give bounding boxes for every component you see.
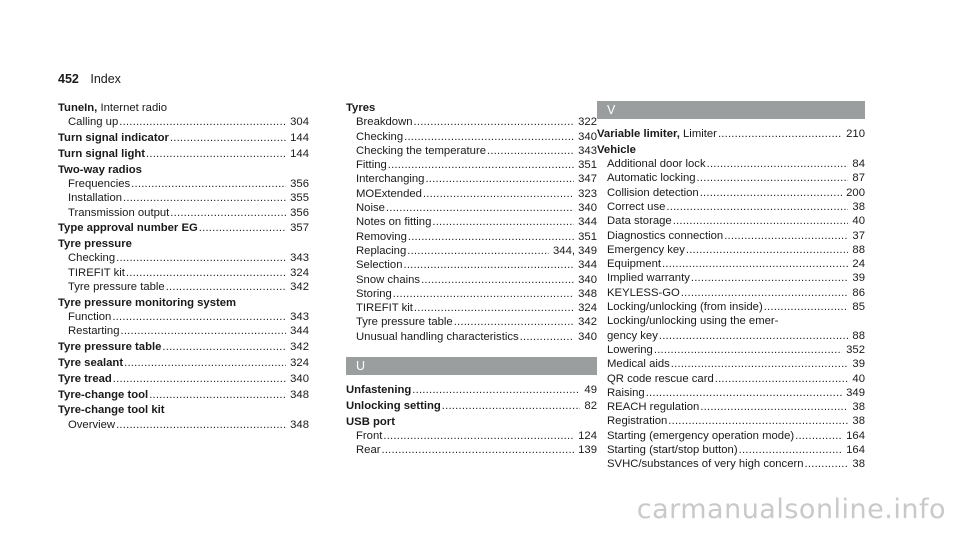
index-entry-heading [58,388,148,402]
index-subentry[interactable] [597,214,865,228]
leader-dots [113,372,286,386]
index-page-link[interactable]: 340 [578,330,597,343]
leader-dots [739,443,843,457]
index-entry-row[interactable] [58,372,309,386]
index-page-link[interactable]: 39 [852,358,865,371]
leader-dots [403,258,574,272]
index-subentry[interactable] [597,400,865,414]
index-page-link[interactable]: 164 [846,429,865,442]
index-subentry[interactable] [58,324,309,338]
index-page-link[interactable]: 164 [846,444,865,457]
leader-dots [673,214,849,228]
index-page-link[interactable]: 348 [290,418,309,431]
index-entry [58,237,309,294]
index-page-link[interactable]: 88 [852,329,865,342]
page-section-title: Index [90,72,121,86]
leader-dots [454,315,574,329]
index-page-link[interactable]: 348 [578,287,597,300]
leader-dots [425,172,574,186]
leader-dots [681,286,849,300]
index-subentry-text: Snow chains [356,273,421,286]
leader-dots [414,301,574,315]
index-subentry-text: Selection [356,259,403,272]
index-subentry-text: Lowering [607,343,653,356]
index-entry-row[interactable] [346,399,597,413]
leader-dots [805,457,849,471]
index-entry-heading-text: Tyre sealant [58,357,124,370]
index-subentry[interactable] [346,158,597,172]
leader-dots [662,257,848,271]
index-page-link[interactable]: 139 [578,444,597,457]
leader-dots [700,400,848,414]
leader-dots [121,324,287,338]
index-entry-heading-suffix: Internet radio [97,102,168,114]
index-page-link[interactable]: 351 [578,230,597,243]
index-page-link[interactable]: 40 [852,215,865,228]
index-subentry-text: Automatic locking [607,172,696,185]
leader-dots [668,414,848,428]
index-entry-heading [58,237,309,251]
index-page-link[interactable]: 324 [290,266,309,279]
index-entry [58,221,309,235]
index-subentry[interactable] [58,310,309,324]
index-subentry[interactable] [346,258,597,272]
leader-dots [408,230,574,244]
index-page-link[interactable]: 84 [852,158,865,171]
index-subentry[interactable] [597,443,865,457]
section-letter: U [356,359,366,374]
index-entry [58,356,309,370]
leader-dots [131,177,286,191]
index-page-link[interactable]: 85 [852,301,865,314]
index-entry-heading [597,143,865,157]
index-entry [58,163,309,220]
index-page-link[interactable]: 39 [852,272,865,285]
index-entry-heading-text: Tyre pressure table [58,341,162,354]
leader-dots [666,200,848,214]
index-entry-row[interactable] [58,221,309,235]
index-subentry[interactable] [597,271,865,285]
leader-dots [382,443,575,457]
index-subentry-text: Noise [356,202,385,215]
index-subentry-text: Removing [356,230,407,243]
index-subentry[interactable] [346,201,597,215]
index-subentry[interactable] [346,330,597,344]
index-page-link[interactable]: 40 [852,372,865,385]
index-entry [346,415,597,458]
index-page-link[interactable]: 349 [846,386,865,399]
index-entry [58,147,309,161]
index-page-link[interactable]: 356 [290,177,309,190]
index-entry-heading-text: Turn signal indicator [58,132,169,145]
leader-dots [412,383,580,397]
index-page-link[interactable]: 342 [290,341,309,354]
leader-dots [654,343,842,357]
index-entry-row[interactable] [58,340,309,354]
index-entry-heading-text: Tyre tread [58,372,112,385]
index-entry-heading [58,403,309,417]
index-subentry-text: gency key [607,329,658,342]
section-letter-bar [346,357,597,375]
index-subentry-text: Diagnostics connection [607,229,724,242]
index-entry-heading [58,340,161,354]
index-page-link[interactable]: 340 [578,130,597,143]
index-page-link[interactable]: 347 [578,173,597,186]
index-page-link[interactable]: 357 [290,222,309,235]
index-entry-row[interactable] [58,131,309,145]
index-subentry-text: Collision detection [607,186,699,199]
leader-dots [487,144,574,158]
index-subentry[interactable] [597,372,865,386]
leader-dots [166,280,286,294]
index-subentry[interactable] [58,266,309,280]
leader-dots [423,187,574,201]
index-entry-row[interactable] [597,127,865,141]
index-subentry[interactable] [58,177,309,191]
index-entry-heading-text: Tyre pressure monitoring system [58,296,237,309]
index-subentry-text: SVHC/substances of very high concern [607,458,804,471]
index-subentry-text: Checking the temperature [356,144,486,157]
index-subentry-text: Fitting [356,159,387,172]
index-subentry[interactable] [346,215,597,229]
index-column-1 [58,101,309,434]
leader-dots [659,329,849,343]
index-entry-heading [346,383,411,397]
leader-dots [170,206,286,220]
leader-dots [386,201,574,215]
leader-dots [520,330,575,344]
leader-dots [671,357,849,371]
index-subentry-text: Interchanging [356,173,425,186]
index-page-link[interactable]: 343 [290,311,309,324]
index-page-link[interactable]: 344 [290,325,309,338]
index-subentry[interactable] [597,186,865,200]
index-subentry-text: Transmission output [68,206,170,219]
index-page-link[interactable]: 344, 349 [553,244,597,257]
index-subentry[interactable] [597,429,865,443]
index-entry-heading-text: Two-way radios [58,163,142,176]
index-page-link[interactable]: 37 [852,229,865,242]
index-entry [346,383,597,397]
index-page-link[interactable]: 24 [852,258,865,271]
index-page-link[interactable]: 342 [578,316,597,329]
index-entry [346,101,597,344]
index-entry-heading-text: Unfastening [346,384,412,397]
leader-dots [393,287,574,301]
leader-dots [404,130,574,144]
index-subentry[interactable] [346,130,597,144]
section-letter: V [607,103,616,117]
leader-dots [795,429,842,443]
leader-dots [112,310,286,324]
index-subentry[interactable] [597,386,865,400]
index-column-3 [597,101,865,473]
index-page-link[interactable]: 144 [290,132,309,145]
leader-dots [686,243,849,257]
index-subentry-text: Storing [356,287,392,300]
index-subentry[interactable] [58,280,309,294]
index-entry-heading [58,131,169,145]
index-entry-heading [58,372,112,386]
leader-dots [691,271,849,285]
index-page-link[interactable]: 38 [852,200,865,213]
index-entry [58,296,309,339]
index-page-link[interactable]: 38 [852,458,865,471]
leader-dots [764,300,849,314]
index-subentry[interactable] [346,443,597,457]
index-page-link[interactable]: 210 [846,128,865,140]
index-page-link[interactable]: 352 [846,343,865,356]
index-subentry[interactable] [346,115,597,129]
index-entry-heading-text: Variable limiter, [597,128,680,140]
index-subentry[interactable] [597,171,865,185]
index-subentry[interactable] [597,357,865,371]
index-subentry-text: Unusual handling characteristics [356,330,519,343]
index-entry [597,143,865,472]
index-entry-heading [58,356,123,370]
index-entry [58,403,309,432]
index-subentry[interactable] [58,191,309,205]
page-number: 452 [58,72,79,86]
index-entry-row[interactable] [58,356,309,370]
index-subentry-text: Data storage [607,215,672,228]
index-subentry-text: Checking [68,252,116,265]
index-subentry-text: KEYLESS-GO [607,286,680,299]
index-page-link[interactable]: 49 [584,384,597,397]
index-page-link[interactable]: 323 [578,187,597,200]
leader-dots [715,372,849,386]
index-page-link[interactable]: 343 [290,252,309,265]
index-subentry[interactable] [346,144,597,158]
index-subentry-text: Locking/unlocking (from inside) [607,301,763,314]
leader-dots [718,127,842,141]
watermark: carmanualsonline.info [636,494,946,525]
index-entry-heading-text: Type approval number EG [58,222,198,235]
index-subentry-text: Installation [68,192,123,205]
leader-dots [432,215,574,229]
index-page-link[interactable]: 124 [578,429,597,442]
index-subentry[interactable] [58,418,309,432]
index-subentry[interactable] [597,457,865,471]
index-subentry[interactable] [58,206,309,220]
index-entry-heading [597,127,717,141]
index-page-link[interactable]: 200 [846,186,865,199]
leader-dots [116,418,286,432]
index-entry-heading [346,101,597,115]
index-entry [58,131,309,145]
index-entry-heading-text: Tyre-change tool kit [58,404,165,417]
leader-dots [146,147,286,161]
index-page-link[interactable]: 86 [852,286,865,299]
index-subentry[interactable] [597,229,865,243]
index-subentry-text: Emergency key [607,243,685,256]
leader-dots [149,388,286,402]
leader-dots [388,158,574,172]
index-column-2 [346,101,597,459]
index-subentry-text: Starting (start/stop button) [607,444,738,457]
index-subentry[interactable] [346,315,597,329]
index-page-link[interactable]: 38 [852,415,865,428]
index-subentry-text: QR code rescue card [607,372,714,385]
index-subentry[interactable] [597,300,865,314]
index-entry [346,399,597,413]
index-subentry[interactable] [346,287,597,301]
index-entry [58,340,309,354]
index-subentry-text: TIREFIT kit [356,302,413,315]
index-subentry-text: Additional door lock [607,158,706,171]
index-subentry[interactable] [346,273,597,287]
index-entry-heading-text: Vehicle [597,143,636,156]
leader-dots [414,115,575,129]
index-subentry[interactable] [346,301,597,315]
index-entry-heading [58,101,309,115]
index-subentry[interactable] [597,257,865,271]
index-subentry-text: Rear [356,444,381,457]
page-header [58,72,121,86]
index-page-link[interactable]: 340 [578,273,597,286]
index-page-link[interactable]: 355 [290,192,309,205]
leader-dots [700,186,842,200]
index-page-link[interactable]: 340 [290,372,309,385]
index-page-link[interactable]: 322 [578,116,597,129]
index-subentry-text: Calling up [68,116,119,129]
index-subentry[interactable] [346,187,597,201]
index-subentry-text: Notes on fitting [356,216,432,229]
leader-dots [442,399,581,413]
index-subentry[interactable] [58,115,309,129]
index-subentry-text: Front [356,429,383,442]
index-page-link[interactable]: 342 [290,281,309,294]
index-subentry-text: Breakdown [356,116,413,129]
index-entry [58,101,309,130]
leader-dots [116,251,286,265]
index-subentry[interactable] [346,230,597,244]
index-subentry-text: Function [68,311,112,324]
leader-dots [697,171,849,185]
leader-dots [124,356,286,370]
index-subentry[interactable] [58,251,309,265]
index-page-link[interactable]: 38 [852,401,865,414]
index-page-link[interactable]: 304 [290,116,309,129]
index-page-link[interactable]: 344 [578,259,597,272]
index-subentry[interactable] [597,243,865,257]
index-entry-heading [58,163,309,177]
index-subentry-text: MOExtended [356,187,422,200]
index-entry-row[interactable] [346,383,597,397]
leader-dots [707,157,849,171]
index-entry-heading-text: Tyres [346,102,376,114]
index-entry-heading-suffix: Limiter [679,128,717,140]
index-subentry-text: Tyre pressure table [68,281,165,294]
index-entry-heading [58,147,145,161]
index-entry-row[interactable] [58,388,309,402]
leader-dots [383,429,574,443]
index-page-link[interactable]: 344 [578,216,597,229]
index-subentry-text: Overview [68,418,116,431]
index-page-link[interactable]: 144 [290,147,309,160]
leader-dots [119,115,286,129]
index-page-link[interactable]: 88 [852,243,865,256]
leader-dots [123,191,286,205]
index-subentry[interactable] [597,343,865,357]
index-entry [58,372,309,386]
index-subentry-text: REACH regulation [607,401,700,414]
index-page-link[interactable]: 324 [290,357,309,370]
index-page-link[interactable]: 82 [584,399,597,412]
leader-dots [646,386,842,400]
index-entry-heading-text: USB port [346,415,395,428]
index-entry-heading-text: Unlocking setting [346,399,441,412]
index-subentry-text: Raising [607,386,645,399]
index-subentry[interactable] [346,172,597,186]
index-subentry[interactable] [597,414,865,428]
leader-dots [421,273,574,287]
leader-dots [199,221,286,235]
leader-dots [126,266,286,280]
leader-dots [407,244,549,258]
index-entry-heading [346,415,597,429]
index-subentry[interactable] [597,286,865,300]
index-subentry-text: Starting (emergency operation mode) [607,429,795,442]
index-subentry[interactable] [597,200,865,214]
index-entry-heading [346,399,441,413]
index-subentry-text: Checking [356,130,404,143]
index-subentry[interactable] [346,244,597,258]
index-page-link[interactable]: 340 [578,202,597,215]
leader-dots [162,340,286,354]
index-subentry-text: Replacing [356,244,407,257]
index-subentry-text: Correct use [607,200,666,213]
index-subentry-text: Locking/unlocking using the emer- [607,315,779,328]
index-subentry-text: Equipment [607,258,662,271]
index-page-link[interactable]: 324 [578,302,597,315]
index-entry-row[interactable] [58,147,309,161]
index-page-link[interactable]: 348 [290,388,309,401]
index-page-link[interactable]: 87 [852,172,865,185]
index-entry-heading-text: Tyre-change tool [58,388,149,401]
index-subentry-text: Frequencies [68,177,131,190]
index-subentry-text: Registration [607,415,668,428]
index-subentry-text: Tyre pressure table [356,316,453,329]
index-subentry-text: Medical aids [607,358,670,371]
index-entry-heading-text: TuneIn, [58,102,98,114]
index-entry-heading-text: Tyre pressure [58,238,132,251]
index-entry-heading [58,296,309,310]
index-subentry-text: Implied warranty [607,272,690,285]
index-page-link[interactable]: 356 [290,206,309,219]
index-page-link[interactable]: 343 [578,144,597,157]
index-subentry-text: TIREFIT kit [68,266,125,279]
index-subentry[interactable] [597,157,865,171]
index-entry-heading [58,221,198,235]
leader-dots [170,131,286,145]
index-subentry[interactable] [597,329,865,343]
index-entry [597,127,865,141]
leader-dots [724,229,848,243]
index-entry-heading-text: Turn signal light [58,147,146,160]
index-entry [58,388,309,402]
section-letter-bar [597,101,865,119]
index-subentry-text: Restarting [68,325,120,338]
index-page-link[interactable]: 351 [578,159,597,172]
index-subentry[interactable] [346,429,597,443]
